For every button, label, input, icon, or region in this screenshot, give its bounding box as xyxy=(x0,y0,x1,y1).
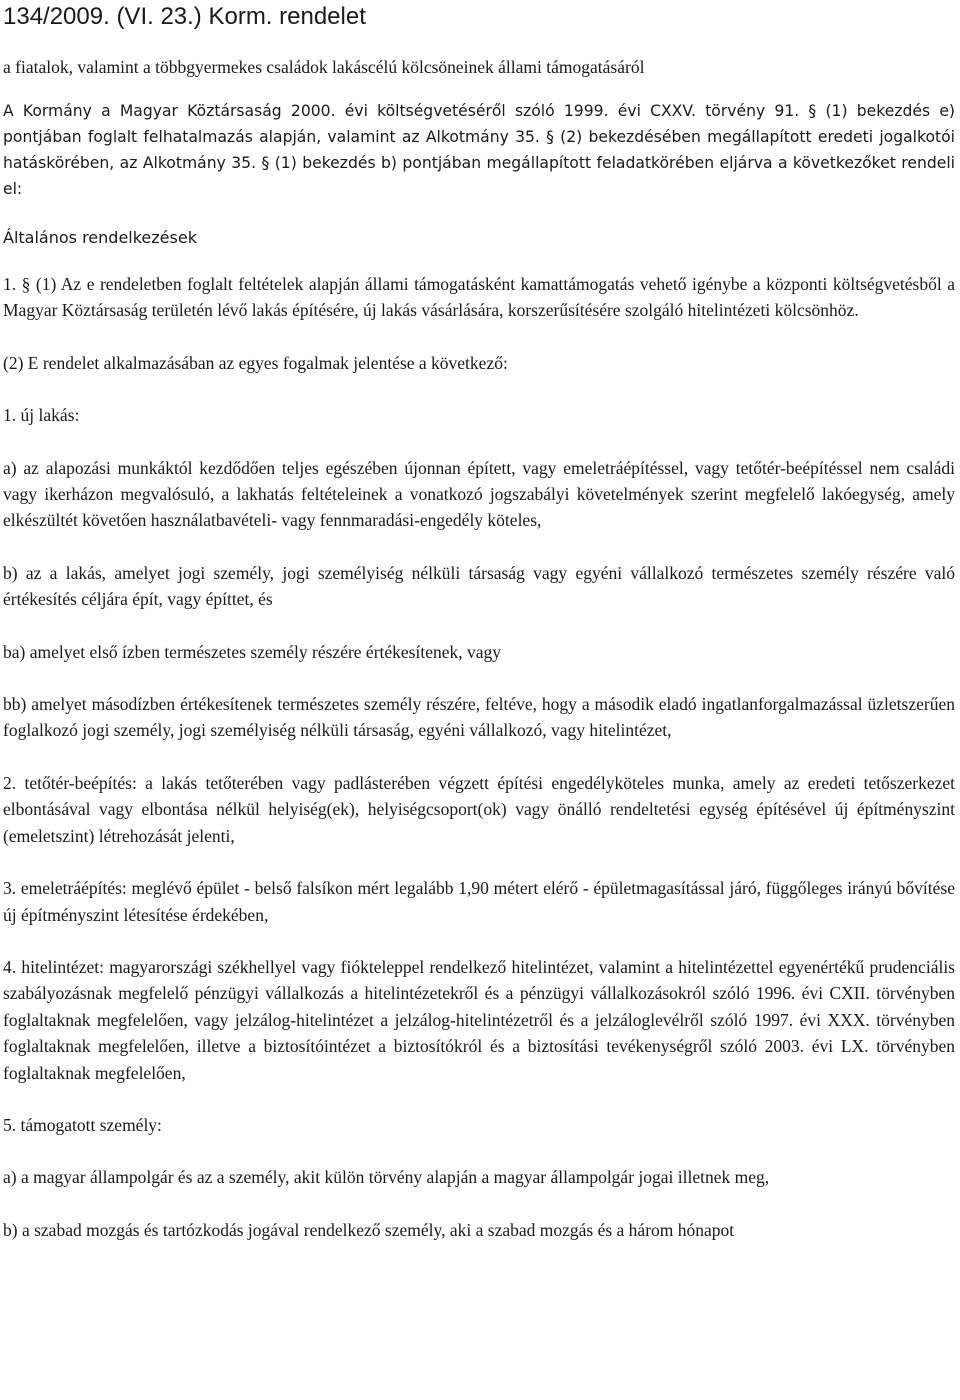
paragraph-13: b) a szabad mozgás és tartózkodás jogával rendelkező személy, aki a szabad mozgás és a három hónapot xyxy=(3,1219,735,1240)
paragraph-6: ba) amelyet első ízben természetes személy részére értékesítenek, vagy xyxy=(3,641,502,662)
document xyxy=(3,0,955,1243)
paragraph-9: 3. emeletráépítés: meglévő épület - belső falsíkon mért legalább 1,90 métert elérő - épületmagasítással járó, függőleges irányú bővítése új építményszint létesítése érdekében, xyxy=(3,878,955,925)
paragraph-8: 2. tetőtér-beépítés: a lakás tetőterében vagy padlásterében végzett építési engedélyköteles munka, amely az eredeti tetőszerkezet elbontásával vagy elbontása nélkül helyiség(ek), helyiségcsoport(ok) vagy önálló rendeltetési egység építésével új építményszint (emeletszint) létrehozását jelenti, xyxy=(3,772,955,846)
paragraph-2: (2) E rendelet alkalmazásában az egyes fogalmak jelentése a következő: xyxy=(3,352,508,373)
paragraph-11: 5. támogatott személy: xyxy=(3,1114,162,1135)
paragraph-7: bb) amelyet másodízben értékesítenek természetes személy részére, feltéve, hogy a második eladó ingatlanforgalmazással üzletszerűen foglalkozó jogi személy, jogi személyiség nélküli társaság, egyéni vállalkozó, vagy hitelintézet, xyxy=(3,694,955,741)
paragraph-5: b) az a lakás, amelyet jogi személy, jogi személyiség nélküli társaság vagy egyéni vállalkozó természetes személy részére való értékesítés céljára épít, vagy építtet, és xyxy=(3,562,955,610)
paragraph-1: 1. § (1) Az e rendeletben foglalt feltételek alapján állami támogatásként kamattámogatás vehető igénybe a központi költségvetésből a Magyar Köztársaság területén lévő lakás építésére, új lakás vásárlására, korszerűsítésére szolgáló hitelintézeti kölcsönhöz. xyxy=(3,274,955,321)
section-heading: Általános rendelkezések xyxy=(3,228,197,247)
paragraph-12: a) a magyar állampolgár és az a személy, akit külön törvény alapján a magyar állampolgár jogai illetnek meg, xyxy=(3,1167,770,1188)
paragraph-10: 4. hitelintézet: magyarországi székhellyel vagy fiókteleppel rendelkező hitelintézet, valamint a hitelintézettel egyenértékű prudenciális szabályozásnak megfelelő pénzügyi vállalkozás a hitelintézetekről és a pénzügyi vállalkozásokról szóló 1996. évi CXII. törvényben foglaltaknak megfelelően, vagy jelzálog-hitelintézet a jelzálog-hitelintézetről és a jelzáloglevélről szóló 1997. évi XXX. törvényben foglaltaknak megfelelően, illetve a biztosítóintézet a biztosítókról és a biztosítási tevékenységről szóló 2003. évi LX. törvényben foglaltaknak megfelelően, xyxy=(3,956,955,1083)
document-title: 134/2009. (VI. 23.) Korm. rendelet xyxy=(3,3,366,30)
paragraph-4: a) az alapozási munkáktól kezdődően teljes egészében újonnan épített, vagy emeletráépítéssel, vagy tetőtér-beépítéssel nem családi vagy ikerházon megvalósuló, a lakhatás feltételeinek a vonatkozó jogszabályi követelmények szerint megfelelő lakóegység, amely elkészültét követően használatbavételi- vagy fennmaradási-engedély köteles, xyxy=(3,457,955,531)
preamble: A Kormány a Magyar Köztársaság 2000. évi költségvetéséről szóló 1999. évi CXXV. törvény 91. § (1) bekezdés e) pontjában foglalt felhatalmazás alapján, valamint az Alkotmány 35. § (2) bekezdésében megállapított eredeti jogalkotói hatáskörében, az Alkotmány 35. § (1) bekezdés b) pontjában megállapított feladatkörében eljárva a következőket rendeli el: xyxy=(3,102,955,198)
document-subtitle: a fiatalok, valamint a többgyermekes családok lakáscélú kölcsöneinek állami támogatásáról xyxy=(3,57,645,77)
paragraph-3: 1. új lakás: xyxy=(3,405,80,426)
